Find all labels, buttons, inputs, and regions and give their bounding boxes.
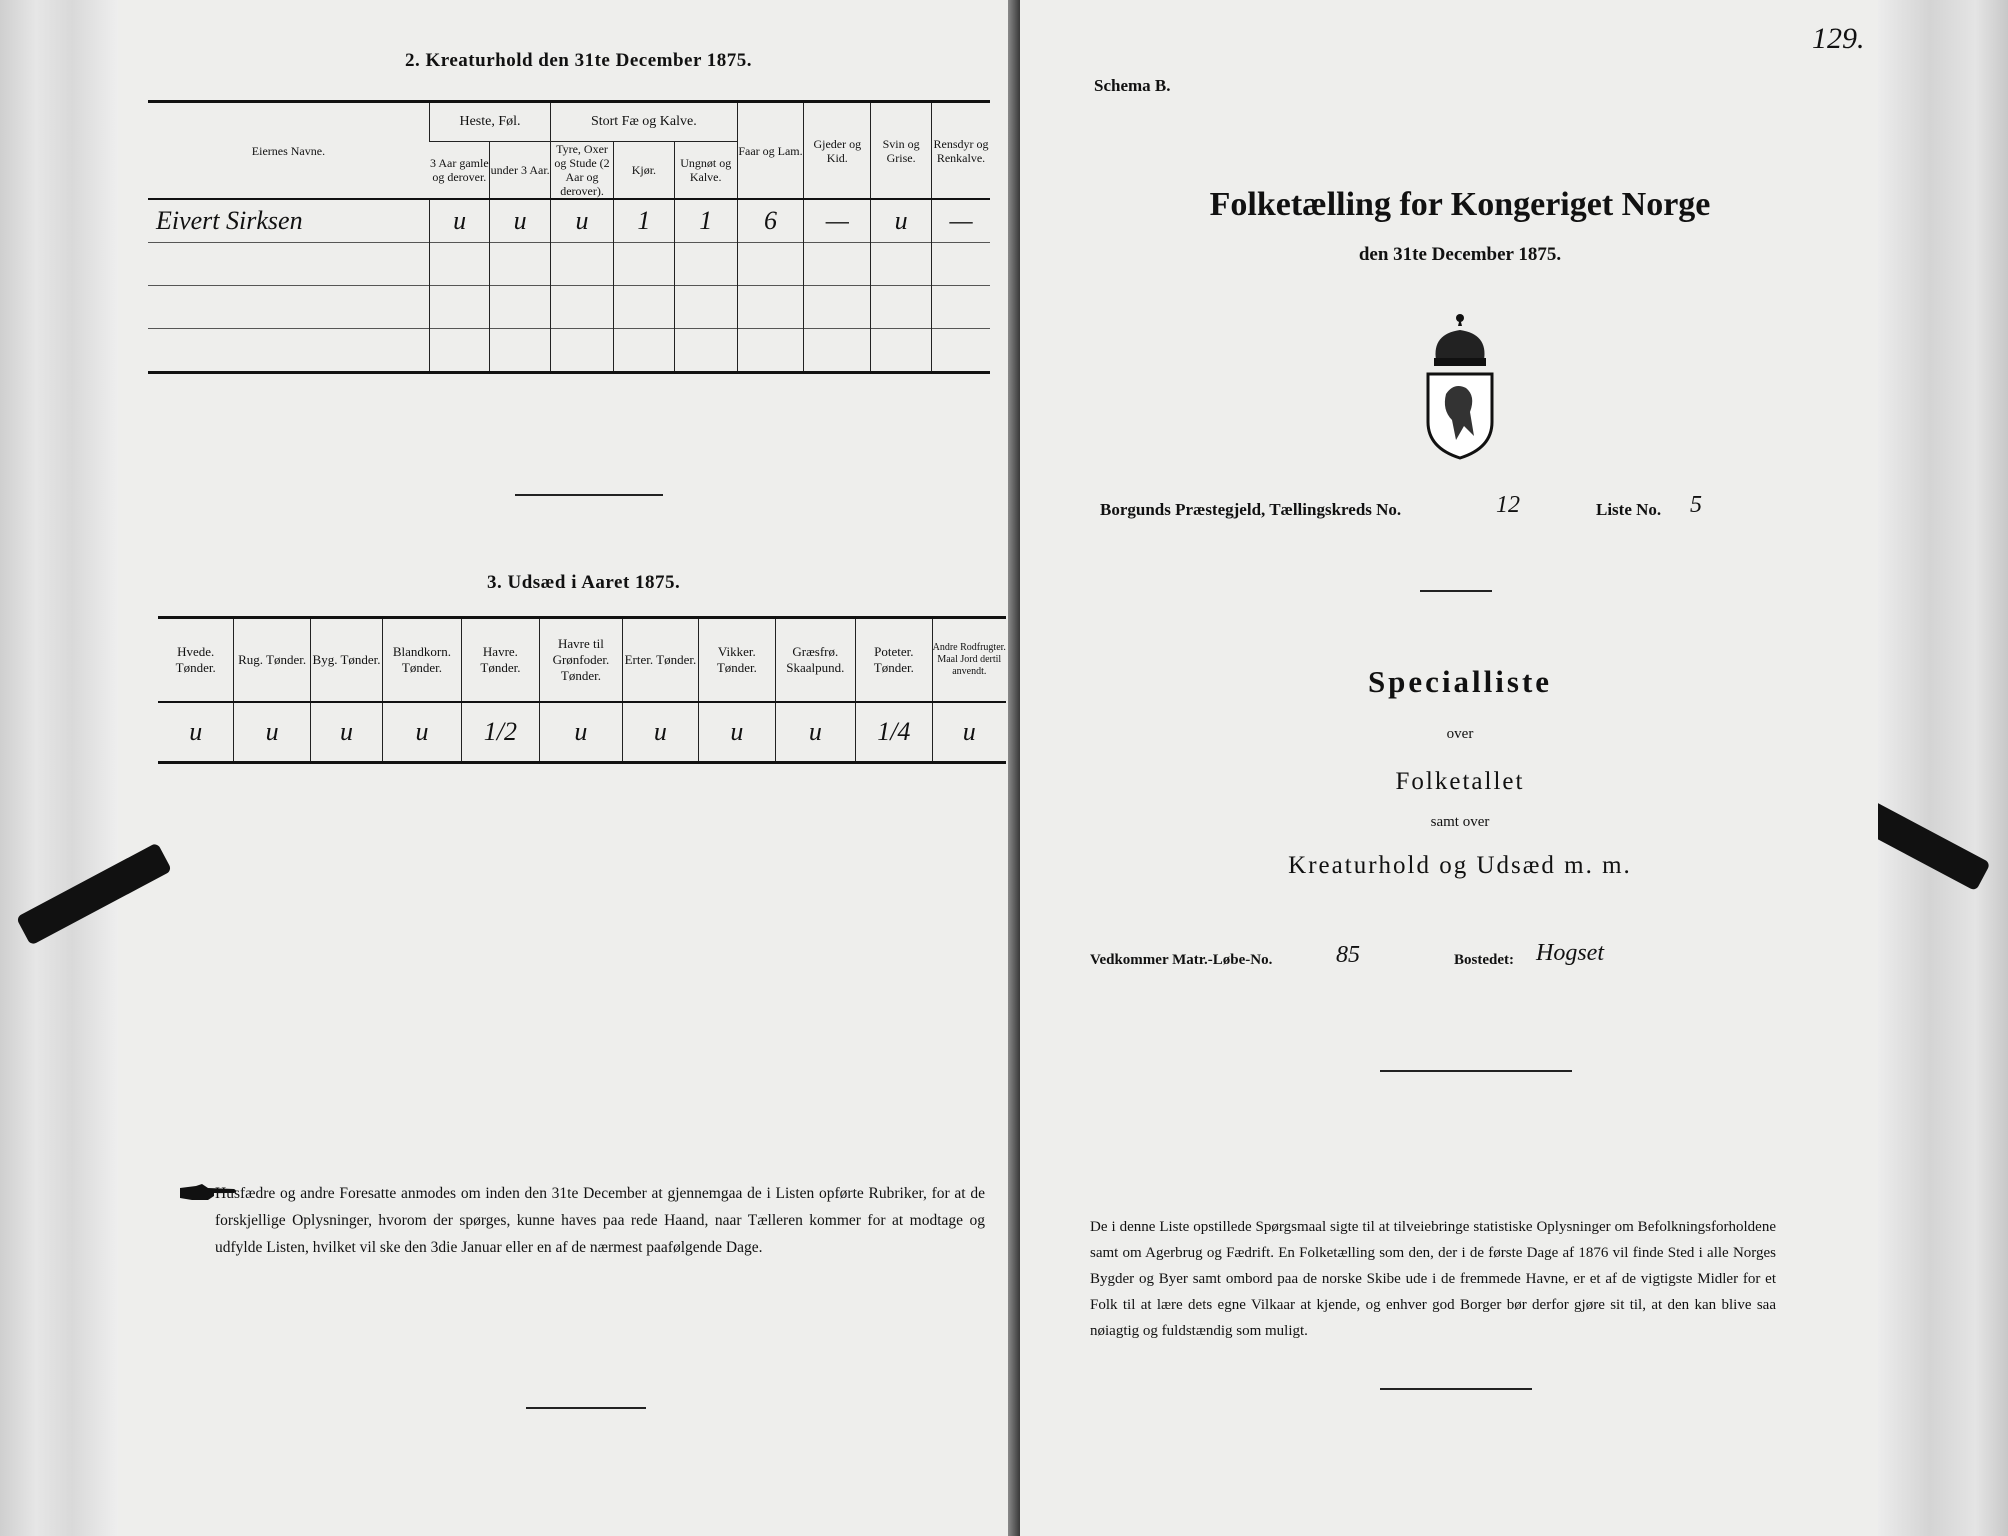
table-cell: u (871, 199, 932, 243)
stort-group-header: Stort Fæ og Kalve. (551, 102, 738, 142)
divider-rule (515, 494, 663, 496)
page-title: Folketælling for Kongeriget Norge (1209, 186, 1711, 223)
seed-header: Rug. Tønder. (234, 618, 310, 703)
owner-header: Eiernes Navne. (148, 102, 429, 200)
stort-a-header: Tyre, Oxer og Stude (2 Aar og derover). (551, 142, 614, 200)
book-page-edges-right (1877, 0, 2008, 1536)
table-cell: 1 (674, 199, 737, 243)
table-cell: 1 (613, 199, 674, 243)
divider-rule (526, 1407, 646, 1409)
divider-rule (1380, 1070, 1572, 1072)
seed-table (158, 616, 1006, 764)
seed-header: Havre til Grønfoder. Tønder. (540, 618, 623, 703)
matr-label: Vedkommer Matr.-Løbe-No. (1090, 952, 1273, 968)
section-3-title: 3. Udsæd i Aaret 1875. (487, 572, 681, 593)
divider-rule (1380, 1388, 1532, 1390)
owner-cell: Eivert Sirksen (148, 199, 429, 243)
schema-label: Schema B. (1094, 76, 1171, 95)
folketallet-text: Folketallet (1395, 768, 1525, 795)
kreaturhold-text: Kreaturhold og Udsæd m. m. (1288, 852, 1632, 879)
seed-header: Poteter. Tønder. (856, 618, 932, 703)
table-cell: — (932, 199, 991, 243)
seed-header: Vikker. Tønder. (699, 618, 775, 703)
heste-a-header: 3 Aar gamle og derover. (429, 142, 489, 200)
table-cell: u (551, 199, 614, 243)
table-cell: u (932, 702, 1006, 763)
liste-number: 5 (1690, 492, 1702, 518)
seed-header: Græsfrø. Skaalpund. (775, 618, 856, 703)
gjeder-header: Gjeder og Kid. (804, 102, 871, 200)
seed-header: Andre Rodfrugter. Maal Jord dertil anvendt. (932, 618, 1006, 703)
stort-c-header: Ungnøt og Kalve. (674, 142, 737, 200)
table-cell: u (383, 702, 461, 763)
table-cell: u (622, 702, 698, 763)
matr-number: 85 (1336, 942, 1360, 968)
samt-over-text: samt over (1430, 814, 1490, 830)
table-row (148, 199, 990, 243)
seed-header: Blandkorn. Tønder. (383, 618, 461, 703)
table-cell: 1/2 (461, 702, 539, 763)
svin-header: Svin og Grise. (871, 102, 932, 200)
table-cell: u (234, 702, 310, 763)
divider-rule (1420, 590, 1492, 592)
folio-number: 129. (1812, 22, 1865, 55)
notice-paragraph: Husfædre og andre Foresatte anmodes om inden den 31te December at gjennemgaa de i Listen opførte Rubriker, for at de forskjellige Oplysninger, hvorom der spørges, kunne haves paa rede Haand, naar Tælleren kommer for at modtage og udfylde Listen, hvilket vil ske den 3die Januar eller en af de nærmest paafølgende Dage. (215, 1185, 985, 1256)
table-cell: u (699, 702, 775, 763)
section-2-title: 2. Kreaturhold den 31te December 1875. (405, 50, 753, 71)
table-cell: u (775, 702, 856, 763)
faar-header: Faar og Lam. (737, 102, 804, 200)
stort-b-header: Kjør. (613, 142, 674, 200)
table-cell: u (540, 702, 623, 763)
table-cell: u (310, 702, 382, 763)
table-cell: u (189, 717, 203, 746)
specialliste-title: Specialliste (1367, 664, 1553, 699)
rensdyr-header: Rensdyr og Renkalve. (932, 102, 991, 200)
seed-header: Hvede. Tønder. (158, 618, 234, 703)
district-label: Borgunds Præstegjeld, Tællingskreds No. (1100, 500, 1402, 519)
table-row (148, 329, 990, 373)
table-row (148, 286, 990, 329)
page-subtitle: den 31te December 1875. (1358, 244, 1562, 265)
seed-header: Havre. Tønder. (461, 618, 539, 703)
seed-header: Byg. Tønder. (310, 618, 382, 703)
district-number: 12 (1496, 492, 1520, 518)
heste-b-header: under 3 Aar. (490, 142, 551, 200)
heste-group-header: Heste, Føl. (429, 102, 550, 142)
table-cell: u (429, 199, 489, 243)
table-cell: 6 (737, 199, 804, 243)
livestock-table (148, 100, 990, 374)
footer-paragraph: De i denne Liste opstillede Spørgsmaal sigte til at tilveiebringe statistiske Oplysninger om Befolkningsforholdene samt om Agerbrug og Fædrift. En Folketælling som den, der i de første Dage af 1876 vil finde Sted i alle Norges Bygder og Byer samt ombord paa de norske Skibe ude i de fremmede Havne, er et af de vigtigste Midler for et Folk til at lære dets egne Vilkaar at kjende, og enhver god Borger bør derfor gjøre sit til, at den kan blive saa nøiagtig og fuldstændig som muligt. (1090, 1219, 1776, 1339)
bostedet-value: Hogset (1536, 940, 1604, 966)
table-cell: 1/4 (856, 702, 932, 763)
over-text: over (1446, 726, 1474, 742)
table-cell: — (804, 199, 871, 243)
seed-header: Erter. Tønder. (622, 618, 698, 703)
table-row (158, 702, 1006, 763)
table-row (148, 243, 990, 286)
coat-of-arms-icon (1418, 312, 1502, 460)
table-cell: u (490, 199, 551, 243)
book-page-edges-left (0, 0, 121, 1536)
liste-label: Liste No. (1596, 500, 1662, 519)
bostedet-label: Bostedet: (1454, 952, 1514, 968)
